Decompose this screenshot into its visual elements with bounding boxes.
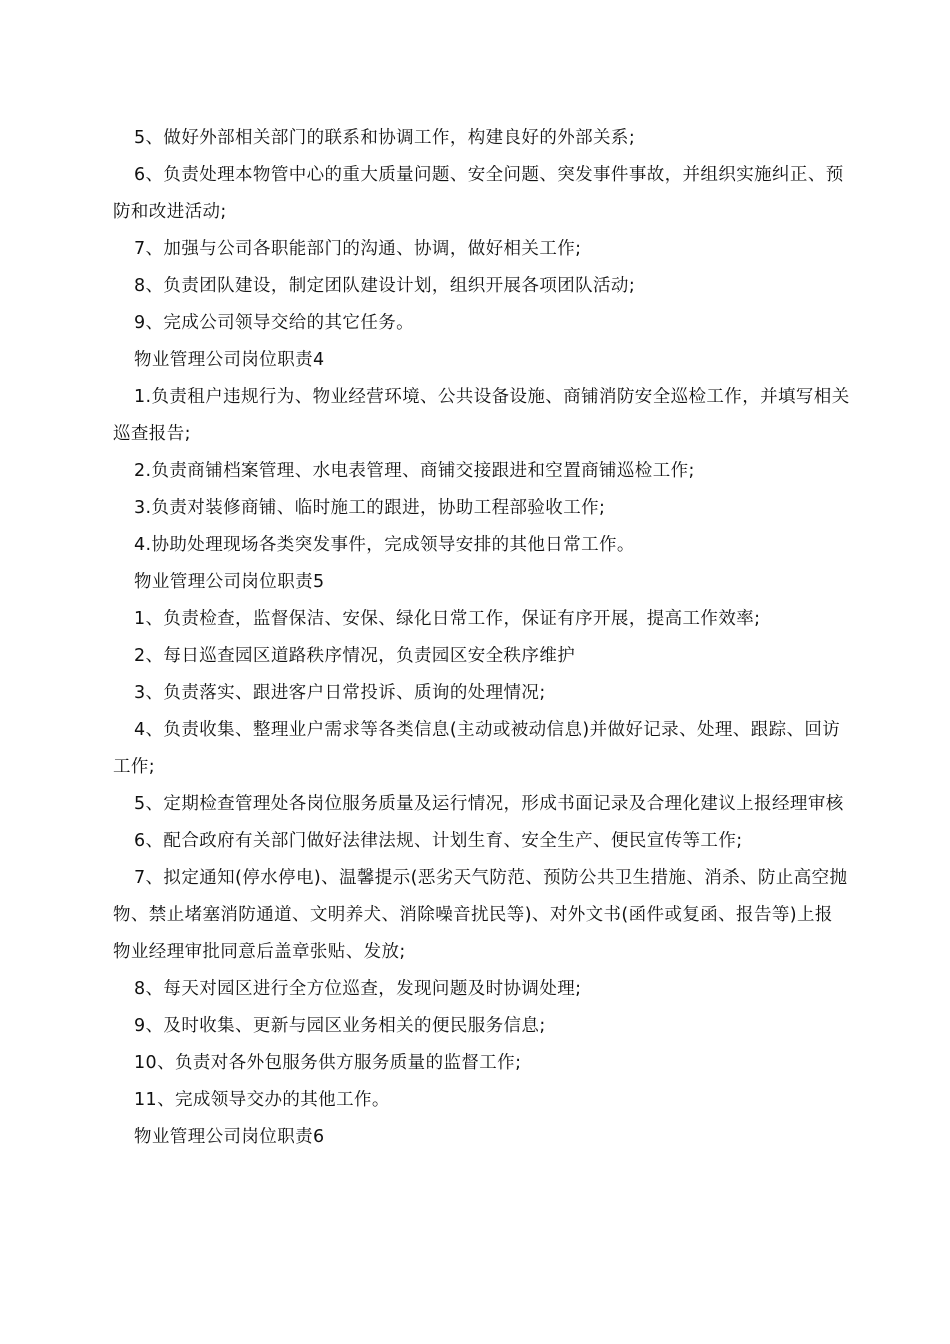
paragraph-section5-item-5: 5、定期检查管理处各岗位服务质量及运行情况，形成书面记录及合理化建议上报经理审核: [134, 794, 844, 814]
paragraph-section5-item-6: 6、配合政府有关部门做好法律法规、计划生育、安全生产、便民宣传等工作;: [134, 831, 743, 851]
paragraph-section4-item-3: 3.负责对装修商铺、临时施工的跟进，协助工程部验收工作;: [134, 498, 606, 518]
paragraph-section4-item-4: 4.协助处理现场各类突发事件，完成领导安排的其他日常工作。: [134, 535, 635, 555]
paragraph-duty-6: 6、负责处理本物管中心的重大质量问题、安全问题、突发事件事故，并组织实施纠正、预防和改进活动;: [113, 165, 844, 222]
section-heading-6: 物业管理公司岗位职责6: [134, 1127, 325, 1147]
document-body: [113, 120, 850, 1156]
paragraph-duty-5: 5、做好外部相关部门的联系和协调工作，构建良好的外部关系;: [134, 128, 636, 148]
paragraph-section5-item-7: 7、拟定通知(停水停电)、温馨提示(恶劣天气防范、预防公共卫生措施、消杀、防止高空抛物、禁止堵塞消防通道、文明养犬、消除噪音扰民等)、对外文书(函件或复函、报告等)上报物业经理审批同意后盖章张贴、发放;: [113, 868, 848, 962]
section-heading-4: 物业管理公司岗位职责4: [134, 350, 325, 370]
paragraph-section5-item-4: 4、负责收集、整理业户需求等各类信息(主动或被动信息)并做好记录、处理、跟踪、回访工作;: [113, 720, 841, 777]
paragraph-duty-8: 8、负责团队建设，制定团队建设计划，组织开展各项团队活动;: [134, 276, 636, 296]
paragraph-section5-item-9: 9、及时收集、更新与园区业务相关的便民服务信息;: [134, 1016, 546, 1036]
paragraph-section5-item-11: 11、完成领导交办的其他工作。: [134, 1090, 390, 1110]
paragraph-duty-7: 7、加强与公司各职能部门的沟通、协调，做好相关工作;: [134, 239, 582, 259]
paragraph-section4-item-2: 2.负责商铺档案管理、水电表管理、商铺交接跟进和空置商铺巡检工作;: [134, 461, 695, 481]
paragraph-section5-item-8: 8、每天对园区进行全方位巡查，发现问题及时协调处理;: [134, 979, 582, 999]
paragraph-section5-item-3: 3、负责落实、跟进客户日常投诉、质询的处理情况;: [134, 683, 546, 703]
paragraph-section5-item-2: 2、每日巡查园区道路秩序情况，负责园区安全秩序维护: [134, 646, 576, 666]
paragraph-section5-item-1: 1、负责检查，监督保洁、安保、绿化日常工作，保证有序开展，提高工作效率;: [134, 609, 761, 629]
paragraph-section5-item-10: 10、负责对各外包服务供方服务质量的监督工作;: [134, 1053, 522, 1073]
section-heading-5: 物业管理公司岗位职责5: [134, 572, 325, 592]
paragraph-section4-item-1: 1.负责租户违规行为、物业经营环境、公共设备设施、商铺消防安全巡检工作，并填写相关巡查报告;: [113, 387, 850, 444]
paragraph-duty-9: 9、完成公司领导交给的其它任务。: [134, 313, 415, 333]
